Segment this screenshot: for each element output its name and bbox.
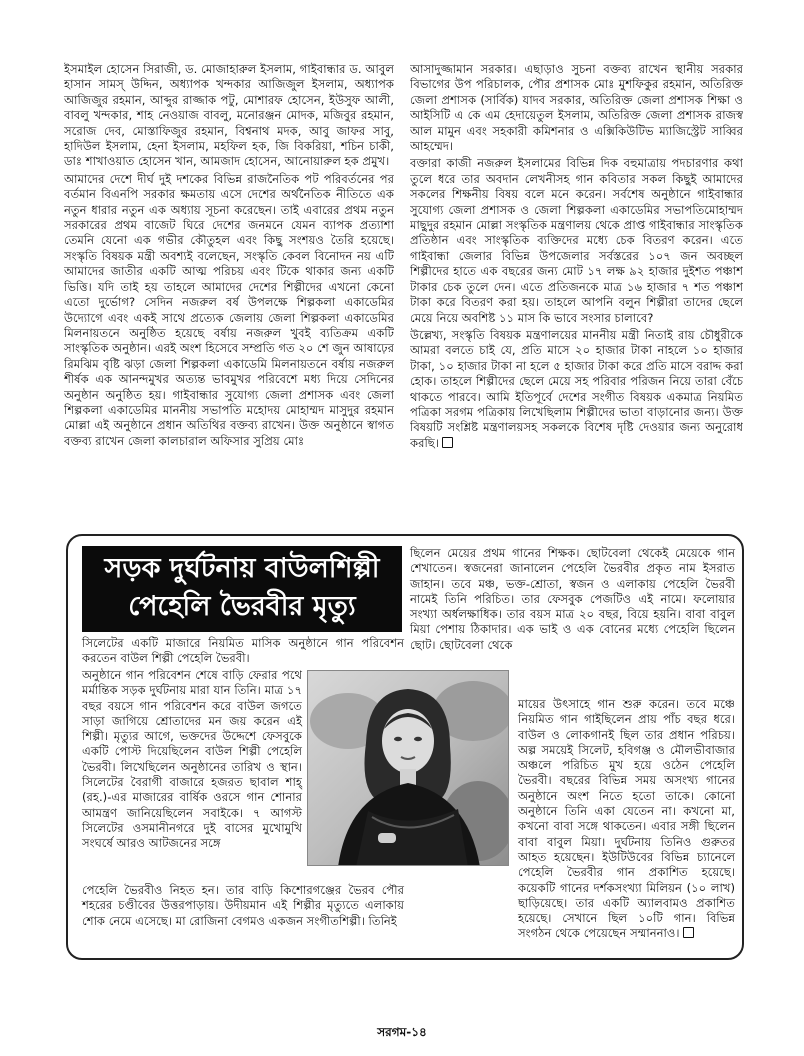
story-intro-text: সিলেটের একটি মাজারে নিয়মিত মাসিক অনুষ্ঠানে গান পরিবেশন করতেন বাউল শিল্পী পেহেলি ভৈরবী।	[82, 636, 404, 666]
story-right-paragraph-text: মায়ের উৎসাহে গান শুরু করেন। তবে মঞ্চে নিয়মিত গান গাইছিলেন প্রায় পাঁচ বছর ধরে। বাউল ও লোকগানই ছিল তার প্রধান পরিচয়। অল্প সময়েই সিলেট, হবিগঞ্জ ও মৌলভীবাজার অঞ্চলে পরিচিত মুখ হয়ে ওঠেন পেহেলি ভৈরবী। বছরের বিভিন্ন সময় অসংখ্য গানের অনুষ্ঠানে অংশ নিতে হতো তাকে। কোনো অনুষ্ঠানে তিনি একা যেতেন না। কখনো মা, কখনো বাবা সঙ্গে থাকতেন। এবার সঙ্গী ছিলেন বাবা বাবুল মিয়া। দুর্ঘটনায় তিনিও গুরুতর আহত হয়েছেন। ইউটিউবের বিভিন্ন চ্যানেলে পেহেলি ভৈরবীর গান প্রকাশিত হয়েছে। কয়েকটি গানের দর্শকসংখ্যা মিলিয়ন (১০ লাখ) ছাড়িয়েছে। তার একটি অ্যালবামও প্রকাশিত হয়েছে। সেখানে ছিল ১০টি গান। বিভিন্ন সংগঠন থেকে পেয়েছেন সম্মাননাও।	[518, 697, 735, 941]
article-left-para-2: আমাদের দেশে দীর্ঘ দুই দশকের বিভিন্ন রাজনৈতিক পট পরিবর্তনের পর বর্তমান বিএনপি সরকার ক্ষমতায় এসে দেশের অর্থনৈতিক নীতিতে এক নতুন ধারার নতুন এক অধ্যায় সূচনা করেছেন। তাই এবারের প্রথম নতুন সরকারের প্রথম বাজেট ঘিরে দেশের জনমনে যেমন ব্যাপক প্রত্যাশা তেমনি যেনো এক গভীর কৌতুহল এবং কিছু সংশয়ও তৈরি হয়েছে। সংস্কৃতি বিষয়ক মন্ত্রী অবশ্যই বলেছেন, সংস্কৃতি কেবল বিনোদন নয় এটি আমাদের জাতীর একটি আত্ম পরিচয় এবং টিকে থাকার জন্য একটি ভিত্তি। যদি তাই হয় তাহলে আমাদের দেশের শিল্পীদের এখনো কেনো এতো দুর্ভোগ? সেদিন নজরুল বর্ষ উপলক্ষে শিল্পকলা একাডেমির উদ্যোগে এবং একই সাথে প্রত্যেক জেলায় জেলা শিল্পকলা একাডেমির মিলনায়তনে অনুষ্ঠিত হয়েছে বর্ষায় নজরুল খুবই ব্যতিক্রম একটি সাংস্কৃতিক অনুষ্ঠান। এরই অংশ হিসেবে সম্প্রতি গত ২০ শে জুন আষাঢ়ের রিমঝিম বৃষ্টি ঝড়া জেলা শিল্পকলা একাডেমি মিলনায়তনে বর্ষায় নজরুল শীর্ষক এক আনন্দমুখর অত্যন্ত ভাবমুখর পরিবেশে মধ্য দিয়ে সেদিনের অনুষ্ঠান অনুষ্ঠিত হয়। গাইবান্ধার সুযোগ্য জেলা প্রশাসক এবং জেলা শিল্পকলা একাডেমির মাননীয় সভাপতি মহোদয় মোহাম্মদ মাসুদুর রহমান মোল্লা এই অনুষ্ঠানে প্রধান অতিথির বক্তব্য রাখেন। উক্ত অনুষ্ঠানে স্বাগত বক্তব্য রাখেন জেলা কালচারাল অফিসার সুপ্রিয় মোঃ	[64, 171, 394, 448]
article-right-column	[410, 62, 743, 527]
story-right-paragraph	[518, 697, 735, 942]
story-end-mark-icon	[683, 927, 694, 938]
story-left-text	[82, 668, 302, 852]
article-right-para-1: আসাদুজ্জামান সরকার। এছাড়াও সুচনা বক্তব্য রাখেন স্থানীয় সরকার বিভাগের উপ পরিচালক, পৌর প্রশাসক মোঃ মুশফিকুর রহমান, অতিরিক্ত জেলা প্রশাসক (সার্বিক) যাদব সরকার, অতিরিক্ত জেলা প্রশাসক শিক্ষা ও আইসিটি এ কে এম হেদায়েতুল ইসলাম, অতিরিক্ত জেলা প্রশাসক রাজস্ব আল মামুন এবং সহকারী কমিশনার ও এক্সিকিউটিভ ম্যাজিস্ট্রেট সাব্বির আহম্মেদ।	[410, 62, 743, 154]
story-intro	[82, 636, 404, 667]
singer-photo-image	[308, 671, 509, 866]
headline-line-1: সড়ক দুর্ঘটনায় বাউলশিল্পী	[104, 553, 380, 584]
article-left-column	[64, 62, 394, 527]
singer-photo	[307, 670, 509, 866]
story-headline	[82, 546, 402, 632]
article-right-para-2: বক্তারা কাজী নজরুল ইসলামের বিভিন্ন দিক বহুমাত্রায় পদচারণার কথা তুলে ধরে তার অবদান লেখনীসহ গান কবিতার সকল কিছুই আমাদের সকলের শিক্ষনীয় বিষয় বলে মনে করেন। সর্বশেষ অনুষ্ঠানে গাইবান্ধার সুযোগ্য জেলা প্রশাসক ও জেলা শিল্পকলা একাডেমির সভাপতিমোহাম্মদ মাছুদুর রহমান মোল্লা সংস্কৃতিক মন্ত্রণালয় থেকে প্রাপ্ত গাইবান্ধার সাংস্কৃতিক প্রতিষ্ঠান এবং সাংস্কৃতিক ব্যক্তিদের মধ্যে চেক বিতরণ করেন। এতে গাইবান্ধা জেলার বিভিন্ন উপজেলার সর্বস্তরের ১০৭ জন অবচ্ছল শিল্পীদের হাতে এক বছরের জন্য মোট ১৭ লক্ষ ৯২ হাজার দুইশত পঞ্চাশ টাকার চেক তুলে দেন। এতে প্রতিজনকে মাত্র ১৬ হাজার ৭ শত পঞ্চাশ টাকা করে বিতরণ করা হয়। তাহলে আপনি বলুন শিল্পীরা তাদের ছেলে মেয়ে নিয়ে অবশিষ্ট ১১ মাস কি ভাবে সংসার চালাবে?	[410, 156, 743, 325]
story-right-top-paragraph: ছিলেন মেয়ের প্রথম গানের শিক্ষক। ছোটবেলা থেকেই মেয়েকে গান শেখাতেন। স্বজনেরা জানালেন পেহেলি ভৈরবীর প্রকৃত নাম ইসরাত জাহান। তবে মঞ্চ, ভক্ত-শ্রোতা, স্বজন ও এলাকায় পেহেলি ভৈরবী নামেই তিনি পরিচিত। তার ফেসবুক পেজটিও এই নামে। ফলোয়ার সংখ্যা অর্ধলক্ষাধিক। তার বয়স মাত্র ২০ বছর, বিয়ে হয়নি। বাবা বাবুল মিয়া পেশায় ঠিকাদার। এক ভাই ও এক বোনের মধ্যে পেহেলি ছিলেন ছোট। ছোটবেলা থেকে	[410, 546, 735, 652]
story-right-top-text	[410, 546, 735, 653]
article-right-para-3-text: উল্লেখ্য, সংস্কৃতি বিষয়ক মন্ত্রণালয়ের মাননীয় মন্ত্রী নিতাই রায় চৌধুরীকে আমরা বলতে চাই যে, প্রতি মাসে ২০ হাজার টাকা নাহলে ১০ হাজার টাকা, ১০ হাজার টাকা না হলে ৫ হাজার টাকা করে প্রতি মাসে বরাদ্দ করা হোক। তাহলে শিল্পীদের ছেলে মেয়ে সহ পরিবার পরিজন নিয়ে তারা বেঁচে থাকতে পারবে। আমি ইতিপূর্বে দেশের সংগীত বিষয়ক একমাত্র নিয়মিত পত্রিকা সরগম পত্রিকায় লিখেছিলাম শিল্পীদের ভাতা বাড়ানোর জন্য। উক্ত বিষয়টি সংশ্লিষ্ট মন্ত্রণালয়সহ সকলকে বিশেষ দৃষ্টি দেওয়ার জন্য অনুরোধ করছি।	[410, 327, 743, 450]
story-left-bottom-paragraph: পেহেলি ভৈরবীও নিহত হন। তার বাড়ি কিশোরগঞ্জের ভৈরব পৌর শহরের চণ্ডীবের উত্তরপাড়ায়। উদীয়মান এই শিল্পীর মৃত্যুতে এলাকায় শোক নেমে এসেছে। মা রোজিনা বেগমও একজন সংগীতশিল্পী। তিনিই	[82, 883, 404, 928]
page-folio: সরগম-১৪	[377, 1025, 427, 1039]
headline-line-2: পেহেলি ভৈরবীর মৃত্যু	[128, 591, 356, 622]
story-left-bottom-text	[82, 883, 404, 929]
story-right-text	[518, 697, 735, 942]
story-left-paragraph: অনুষ্ঠানে গান পরিবেশন শেষে বাড়ি ফেরার পথে মর্মান্তিক সড়ক দুর্ঘটনায় মারা যান তিনি। মাত্র ১৭ বছর বয়সে গান পরিবেশন করে বাউল জগতে সাড়া জাগিয়ে শ্রোতাদের মন জয় করেন এই শিল্পী। মৃত্যুর আগে, ভক্তদের উদ্দেশে ফেসবুকে একটি পোস্ট দিয়েছিলেন বাউল শিল্পী পেহেলি ভৈরবী। লিখেছিলেন অনুষ্ঠানের তারিখ ও স্থান। সিলেটের বৈরাগী বাজারে হজরত ছাবাল শাহ্ (রহ.)-এর মাজারের বার্ষিক ওরসে গান শোনার আমন্ত্রণ জানিয়েছিলেন সবাইকে। ৭ আগস্ট সিলেটের ওসমানীনগরে দুই বাসের মুখোমুখি সংঘর্ষে আরও আটজনের সঙ্গে	[82, 668, 302, 851]
end-mark-icon	[442, 437, 453, 448]
article-left-para-1: ইসমাইল হোসেন সিরাজী, ড. মোজাহারুল ইসলাম, গাইবান্ধার ড. আবুল হাসান সামস্ উদ্দিন, অধ্যাপক খন্দকার আজিজুল ইসলাম, অধ্যাপক আজিজুর রহমান, আব্দুর রাজ্জাক পটু, মোশারফ হোসেন, ইউসুফ আলী, বাবলু খন্দকার, শাহ নেওয়াজ বাবলু, মনোরঞ্জন মোদক, মজিবুর রহমান, সরোজ দেব, মোস্তাফিজুর রহমান, বিশ্বনাথ মদক, আবু জাফর সাবু, হাদিউল ইসলাম, হেনা ইসলাম, মহফিল হক, জি বিকরিয়া, শচিন চাকী, ডাঃ শাখাওয়াত হোসেন খান, আমজাদ হোসেন, আনোয়ারুল হক প্রমুখ।	[64, 62, 394, 169]
article-right-para-3	[410, 328, 743, 451]
